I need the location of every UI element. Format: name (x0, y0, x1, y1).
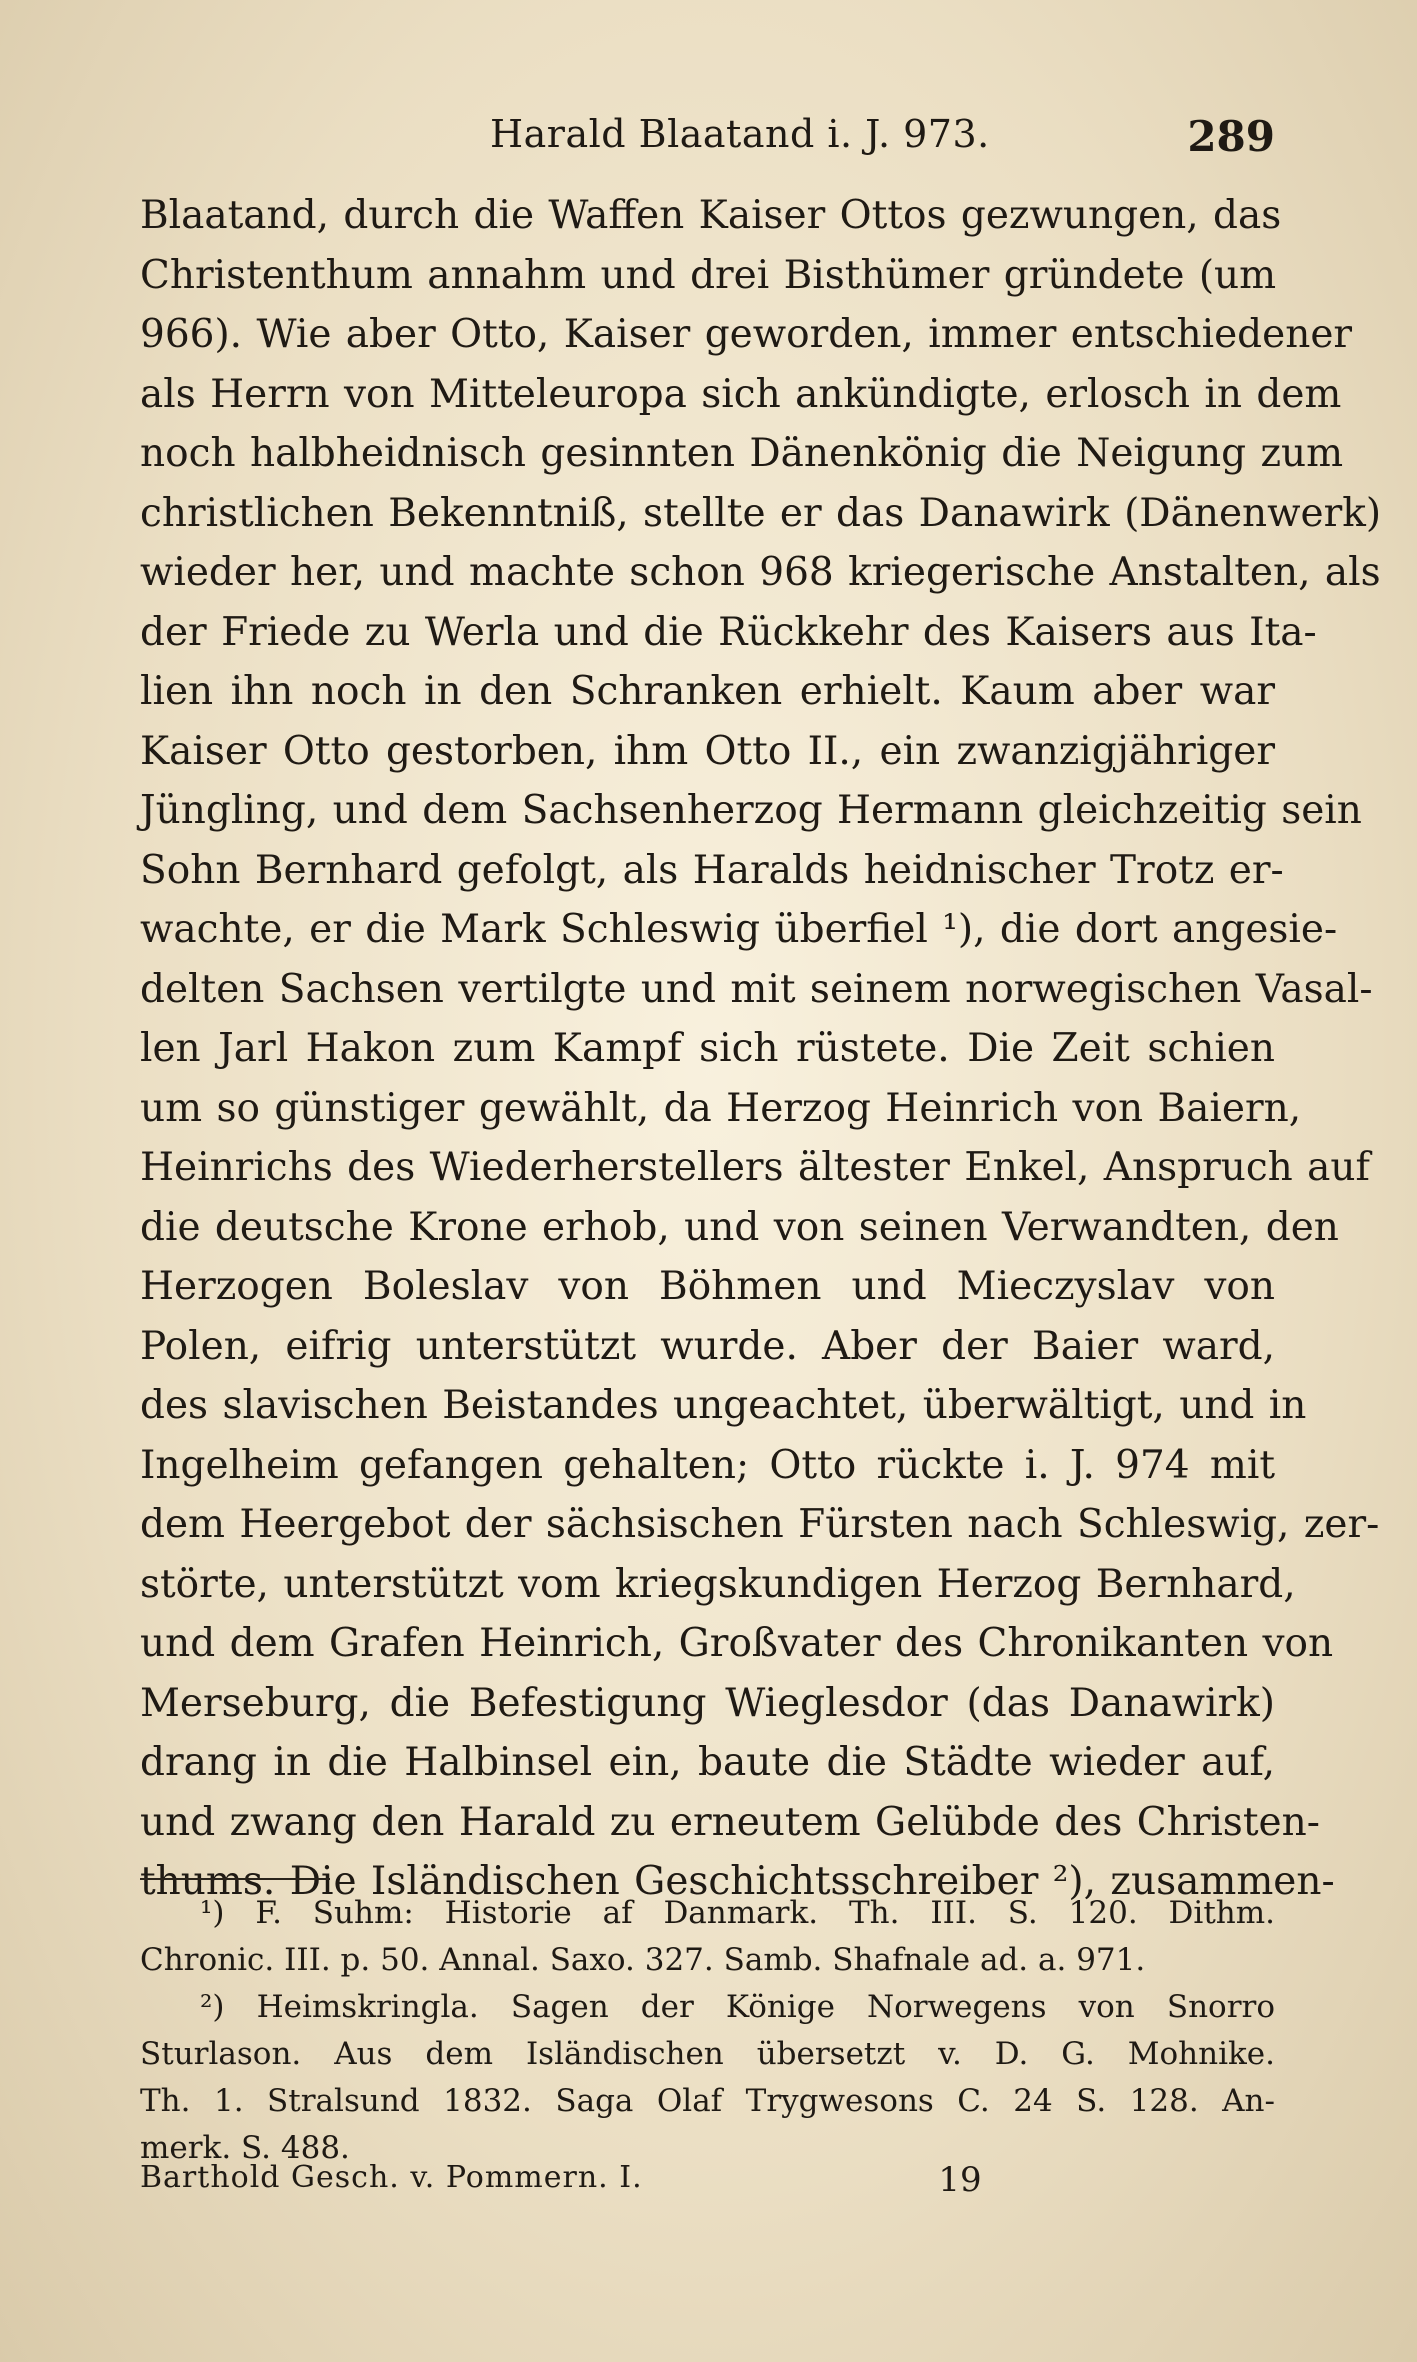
text-line: 966). Wie aber Otto, Kaiser geworden, immer entschiedener (140, 312, 1353, 357)
text-line: Heinrichs des Wiederherstellers ältester Enkel, Anspruch auf (140, 1145, 1370, 1190)
footnote-line: ¹) F. Suhm: Historie af Danmark. Th. III. S. 120. Dithm. (200, 1895, 1275, 1931)
footnote-rule (140, 1878, 330, 1880)
text-line: störte, unterstützt vom kriegskundigen Herzog Bernhard, (140, 1561, 1296, 1607)
footnote-line: ²) Heimskringla. Sagen der Könige Norwegens von Snorro (200, 1989, 1275, 2025)
text-line: wieder her, und machte schon 968 kriegerische Anstalten, als (140, 550, 1381, 595)
page-number: 289 (1187, 112, 1275, 161)
footnote-line: Th. 1. Stralsund 1832. Saga Olaf Trygwesons C. 24 S. 128. An- (140, 2083, 1275, 2119)
text-line: und zwang den Harald zu erneutem Gelübde des Christen- (140, 1799, 1320, 1845)
running-head: Harald Blaatand i. J. 973. (490, 112, 990, 156)
text-line: Herzogen Boleslav von Böhmen und Mieczyslav von (140, 1264, 1275, 1309)
text-line: len Jarl Hakon zum Kampf sich rüstete. Die Zeit schien (140, 1026, 1275, 1071)
text-line: der Friede zu Werla und die Rückkehr des Kaisers aus Ita- (140, 609, 1317, 655)
text-line: wachte, er die Mark Schleswig überfiel ¹), die dort angesie- (140, 907, 1338, 952)
page-header (140, 112, 1275, 172)
text-line: Sohn Bernhard gefolgt, als Haralds heidnischer Trotz er- (140, 847, 1284, 893)
text-line: um so günstiger gewählt, da Herzog Heinrich von Baiern, (140, 1085, 1302, 1131)
footnote-line: Chronic. III. p. 50. Annal. Saxo. 327. Samb. Shafnale ad. a. 971. (140, 1942, 1146, 1978)
text-line: dem Heergebot der sächsischen Fürsten nach Schleswig, zer- (140, 1502, 1380, 1547)
text-line: des slavischen Beistandes ungeachtet, überwältigt, und in (140, 1383, 1307, 1428)
text-line: Ingelheim gefangen gehalten; Otto rückte i. J. 974 mit (140, 1442, 1275, 1488)
footnote-line: merk. S. 488. (140, 2130, 350, 2166)
signature-line: Barthold Gesch. v. Pommern. I. (140, 2160, 643, 2195)
footnotes (140, 1890, 1275, 2172)
text-line: Kaiser Otto gestorben, ihm Otto II., ein zwanzigjähriger (140, 728, 1275, 774)
text-line: Jüngling, und dem Sachsenherzog Hermann gleichzeitig sein (140, 788, 1362, 833)
page-footer (140, 2160, 1275, 2210)
text-line: Polen, eifrig unterstützt wurde. Aber der Baier ward, (140, 1323, 1275, 1369)
text-line: delten Sachsen vertilgte und mit seinem norwegischen Vasal- (140, 966, 1373, 1012)
text-line: die deutsche Krone erhob, und von seinen Verwandten, den (140, 1204, 1339, 1250)
text-line: Merseburg, die Befestigung Wieglesdor (das Danawirk) (140, 1680, 1275, 1726)
text-line: Christenthum annahm und drei Bisthümer gründete (um (140, 252, 1277, 298)
text-line: drang in die Halbinsel ein, baute die Städte wieder auf, (140, 1740, 1275, 1785)
text-line: christlichen Bekenntniß, stellte er das Danawirk (Dänenwerk) (140, 490, 1382, 536)
text-line: lien ihn noch in den Schranken erhielt. Kaum aber war (140, 669, 1275, 714)
footnote-line: Sturlason. Aus dem Isländischen übersetzt v. D. G. Mohnike. (140, 2036, 1275, 2072)
text-line: und dem Grafen Heinrich, Großvater des Chronikanten von (140, 1621, 1334, 1666)
body-text (140, 186, 1382, 1912)
text-line: als Herrn von Mitteleuropa sich ankündigte, erlosch in dem (140, 371, 1342, 417)
text-line: Blaatand, durch die Waffen Kaiser Ottos gezwungen, das (140, 193, 1282, 238)
text-line: thums. Die Isländischen Geschichtsschreiber ²), zusammen- (140, 1859, 1335, 1904)
signature-mark: 19 (938, 2160, 982, 2200)
text-line: noch halbheidnisch gesinnten Dänenkönig die Neigung zum (140, 431, 1344, 476)
